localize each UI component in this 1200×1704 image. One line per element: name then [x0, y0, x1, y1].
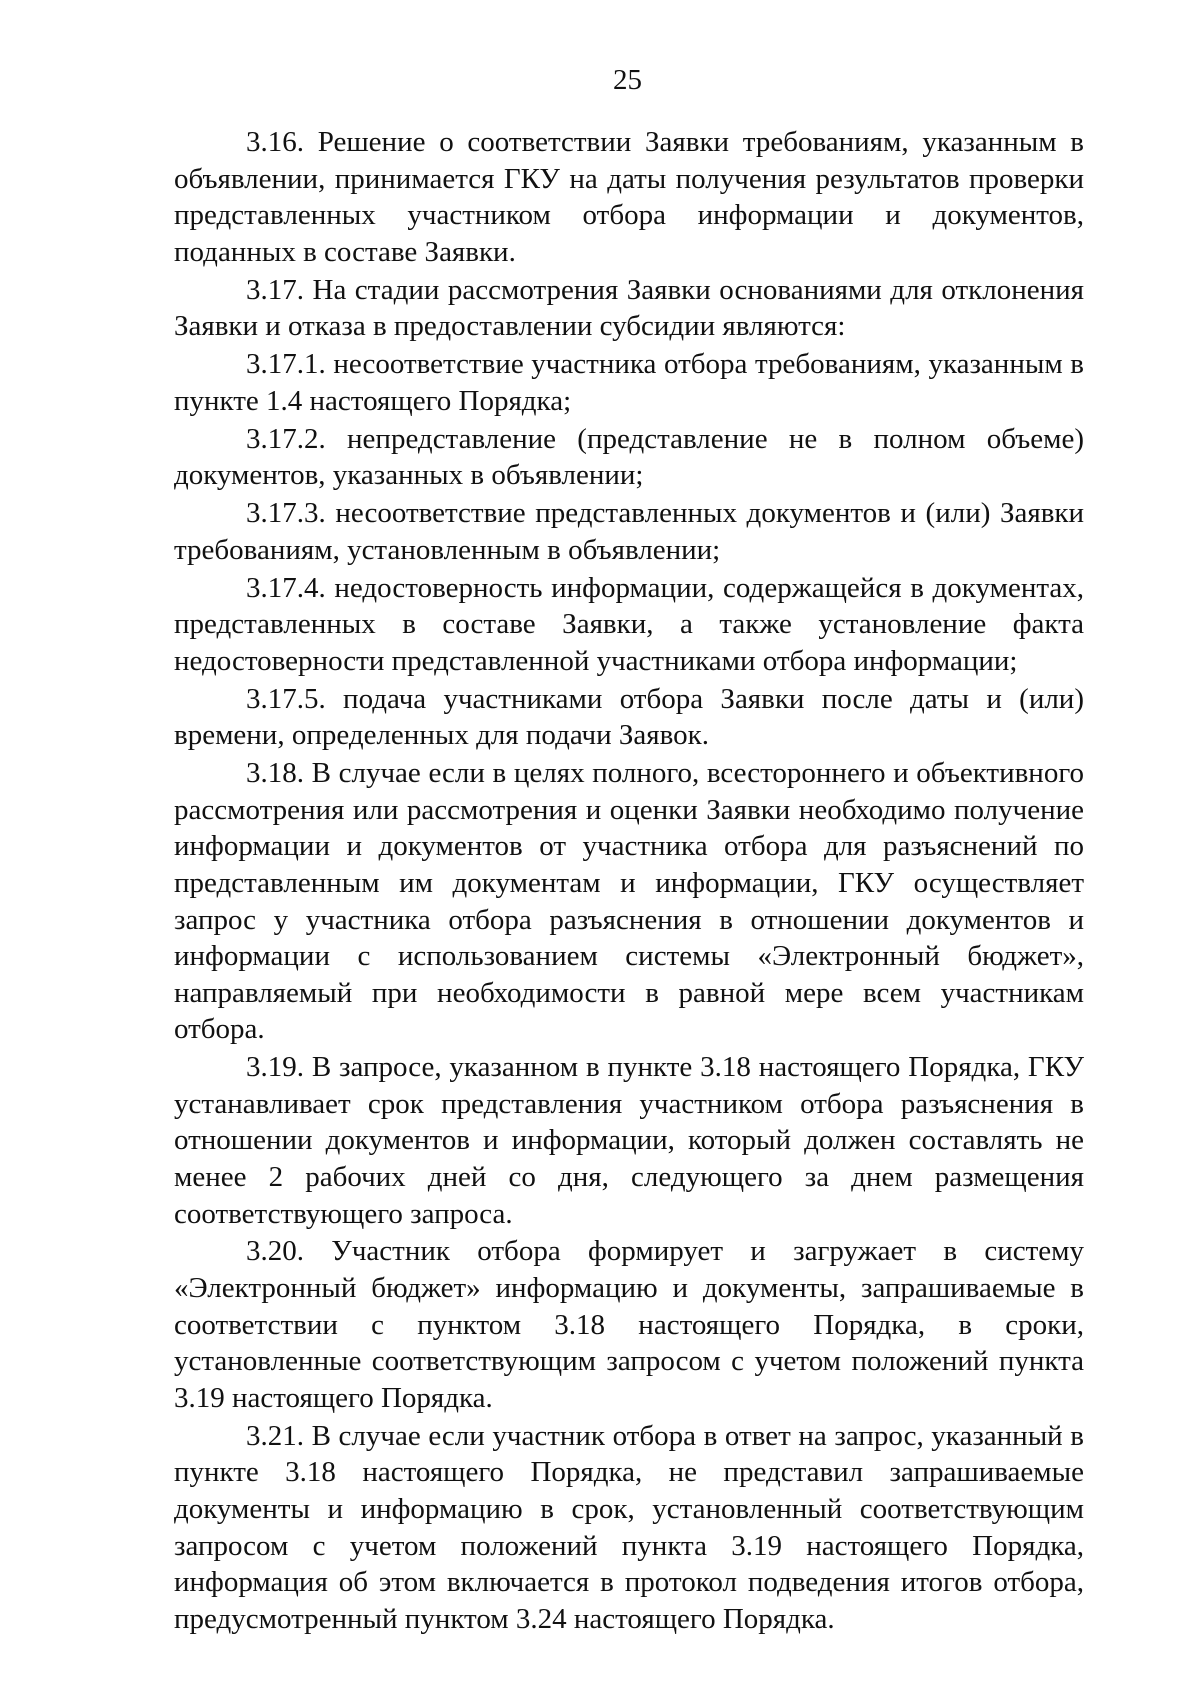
paragraph-3-21: 3.21. В случае если участник отбора в ответ на запрос, указанный в пункте 3.18 настоящего Порядка, не представил запрашиваемые документы и информацию в срок, установленный соответствующим запросом с учетом положений пункта 3.19 настоящего Порядка, информация об этом включается в протокол подведения итогов отбора, предусмотренный пунктом 3.24 настоящего Порядка.	[174, 1419, 1084, 1635]
paragraph-3-16: 3.16. Решение о соответствии Заявки требованиям, указанным в объявлении, принимается ГКУ на даты получения результатов проверки представленных участником отбора информации и документов, поданных в составе Заявки.	[174, 126, 1084, 268]
paragraph-3-17-4: 3.17.4. недостоверность информации, содержащейся в документах, представленных в составе Заявки, а также установление факта недостоверности представленной участниками отбора информации;	[174, 571, 1084, 677]
paragraph-3-20: 3.20. Участник отбора формирует и загружает в систему «Электронный бюджет» информацию и документы, запрашиваемые в соответствии с пунктом 3.18 настоящего Порядка, в сроки, установленные соответствующим запросом с учетом положений пункта 3.19 настоящего Порядка.	[174, 1235, 1084, 1414]
paragraph-3-18: 3.18. В случае если в целях полного, всестороннего и объективного рассмотрения или рассмотрения и оценки Заявки необходимо получение информации и документов от участника отбора для разъяснений по представленным им документам и информации, ГКУ осуществляет запрос у участника отбора разъяснения в отношении документов и информации с использованием системы «Электронный бюджет», направляемый при необходимости в равной мере всем участникам отбора.	[174, 757, 1084, 1046]
page-number: 25	[613, 64, 642, 96]
paragraph-3-17-5: 3.17.5. подача участниками отбора Заявки после даты и (или) времени, определенных для подачи Заявок.	[174, 682, 1084, 752]
paragraph-3-17: 3.17. На стадии рассмотрения Заявки основаниями для отклонения Заявки и отказа в предоставлении субсидии являются:	[174, 273, 1084, 343]
paragraph-3-17-3: 3.17.3. несоответствие представленных документов и (или) Заявки требованиям, установленным в объявлении;	[174, 497, 1084, 566]
paragraph-3-17-2: 3.17.2. непредставление (представление не в полном объеме) документов, указанных в объявлении;	[174, 422, 1084, 492]
paragraph-3-17-1: 3.17.1. несоответствие участника отбора требованиям, указанным в пункте 1.4 настоящего Порядка;	[174, 348, 1084, 417]
document-body	[174, 124, 1084, 1639]
paragraph-3-19: 3.19. В запросе, указанном в пункте 3.18 настоящего Порядка, ГКУ устанавливает срок представления участником отбора разъяснения в отношении документов и информации, который должен составлять не менее 2 рабочих дней со дня, следующего за днем размещения соответствующего запроса.	[174, 1051, 1084, 1230]
